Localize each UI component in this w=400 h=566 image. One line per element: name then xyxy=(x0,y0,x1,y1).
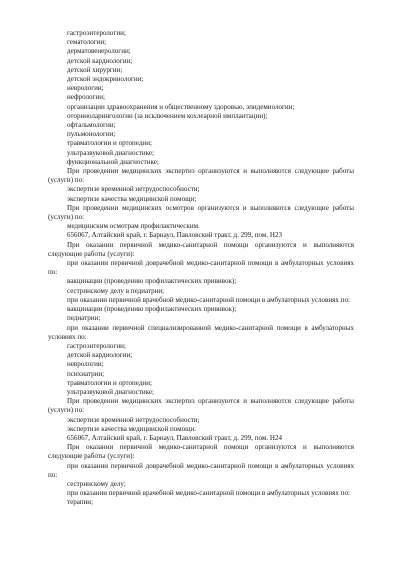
list-item: неврологии; xyxy=(67,84,104,93)
list-item: психиатрии; xyxy=(67,369,105,378)
list-item: травматологии и ортопедии; xyxy=(67,139,152,148)
section-paragraph: при оказании первичной специализированной медико-санитарной помощи в амбулаторных условиях по: xyxy=(48,323,354,341)
list-item: офтальмологии; xyxy=(67,121,116,130)
list-item: гематологии; xyxy=(67,38,107,47)
section-paragraph: при оказании первичной доврачебной медико-санитарной помощи в амбулаторных условиях по: xyxy=(48,461,354,479)
list-item: ультразвуковой диагностике; xyxy=(67,148,154,157)
address-line: 656067, Алтайский край, г. Барнаул, Павловский тракт, д. 299, пом. Н23 xyxy=(67,231,283,240)
list-item: сестринскому делу; xyxy=(67,479,126,488)
section-paragraph: при оказании первичной врачебной медико-санитарной помощи в амбулаторных условиях по: xyxy=(67,295,350,304)
list-item: пульмонологии; xyxy=(67,130,116,139)
list-item: педиатрии; xyxy=(67,314,101,323)
section-paragraph: при оказании первичной доврачебной медико-санитарной помощи в амбулаторных условиях по: xyxy=(48,259,354,277)
section-paragraph: При оказании первичной медико-санитарной помощи организуются и выполняются следующие работы (услуги): xyxy=(48,240,354,258)
list-item: детской хирургии; xyxy=(67,65,123,74)
list-item: вакцинации (проведению профилактических прививок); xyxy=(67,277,237,286)
list-item: детской кардиологии; xyxy=(67,351,133,360)
section-paragraph: При проведении медицинских осмотров организуются и выполняются следующие работы (услуги) по: xyxy=(48,203,354,222)
list-item: детской эндокринологии; xyxy=(67,75,144,84)
list-item: ультразвуковой диагностике; xyxy=(67,387,154,396)
list-item: экспертизе качества медицинской помощи. xyxy=(67,424,197,433)
section-paragraph: При оказании первичной медико-санитарной помощи организуются и выполняются следующие работы (услуги): xyxy=(48,443,354,461)
list-item: гастроэнтерологии; xyxy=(67,29,126,37)
section-paragraph: При проведении медицинских экспертиз организуются и выполняются следующие работы (услуги) по: xyxy=(48,397,354,415)
list-item: терапии; xyxy=(67,498,94,507)
list-item: гастроэнтерологии; xyxy=(67,341,126,350)
list-item: нефрологии; xyxy=(67,93,105,102)
list-item: детской кардиологии; xyxy=(67,56,133,65)
list-item: экспертизе временной нетрудоспособности; xyxy=(67,185,200,194)
list-item: функциональной диагностике; xyxy=(67,157,159,166)
section-paragraph: при оказании первичной врачебной медико-санитарной помощи в амбулаторных условиях по: xyxy=(67,489,350,498)
list-item: экспертизе качества медицинской помощи; xyxy=(67,194,197,203)
list-item: вакцинации (проведению профилактических прививок); xyxy=(67,305,237,314)
section-paragraph: При проведении медицинских экспертиз организуются и выполняются следующие работы (услуги) по: xyxy=(48,167,354,185)
list-item: экспертизе временной нетрудоспособности; xyxy=(67,415,200,424)
document-body xyxy=(48,29,354,508)
list-item: медицинским осмотрам профилактическим. xyxy=(67,222,200,231)
address-line: 656067, Алтайский край, г. Барнаул, Павловский тракт, д. 299, пом. Н24 xyxy=(67,433,283,442)
list-item: оториноларингологии (за исключением кохлеарной имплантации); xyxy=(67,111,268,120)
list-item: организации здравоохранения и общественному здоровью, эпидемиологии; xyxy=(67,102,295,111)
list-item: неврологии; xyxy=(67,360,104,369)
list-item: дерматовенерологии; xyxy=(67,47,131,56)
list-item: сестринскому делу в педиатрии; xyxy=(67,286,165,295)
list-item: травматологии и ортопедии; xyxy=(67,378,152,387)
